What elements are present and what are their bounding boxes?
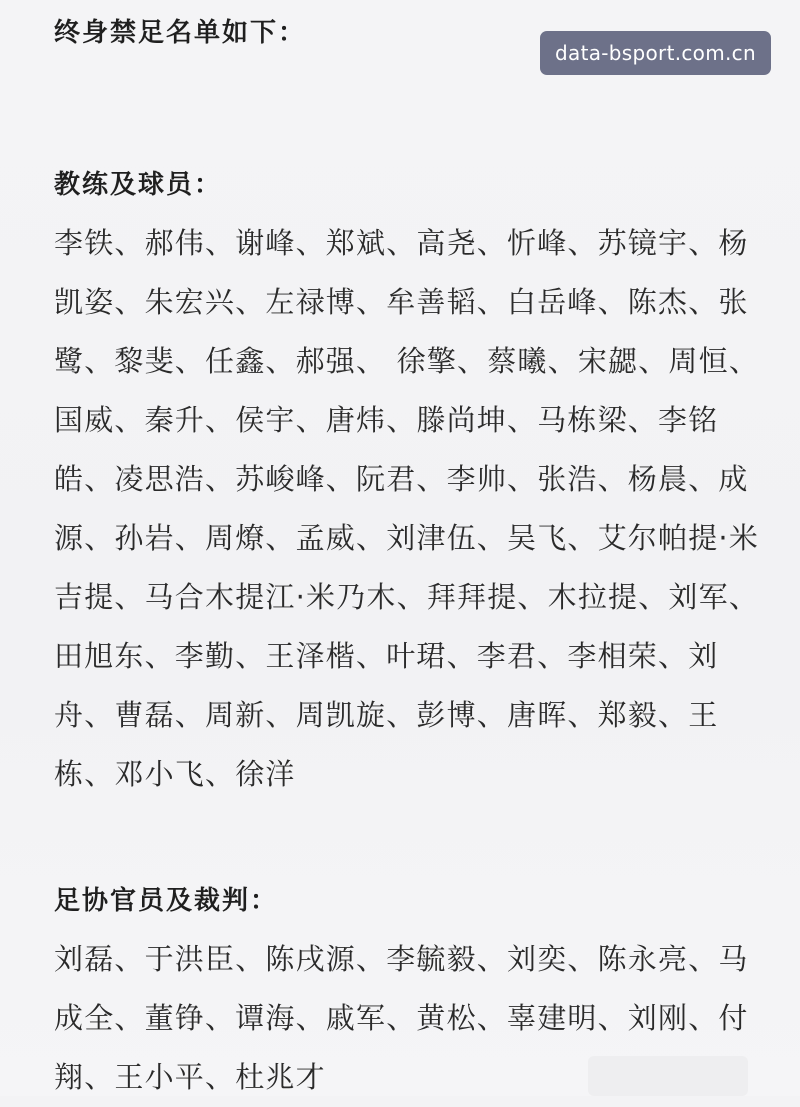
watermark-badge: data-bsport.com.cn	[540, 31, 771, 75]
name-line: 鹭、黎斐、任鑫、郝强、 徐擎、蔡曦、宋勰、周恒、	[54, 344, 760, 378]
faded-corner-mark	[588, 1056, 748, 1096]
name-line: 舟、曹磊、周新、周凯旋、彭博、唐晖、郑毅、王	[54, 698, 719, 732]
players-name-list	[54, 214, 774, 804]
name-line: 皓、凌思浩、苏峻峰、阮君、李帅、张浩、杨晨、成	[54, 462, 749, 496]
page-title: 终身禁足名单如下：	[54, 18, 307, 48]
name-line: 国威、秦升、侯宇、唐炜、滕尚坤、马栋梁、李铭	[54, 403, 719, 437]
name-line: 李铁、郝伟、谢峰、郑斌、高尧、忻峰、苏镜宇、杨	[54, 226, 749, 260]
name-line: 栋、邓小飞、徐洋	[54, 757, 296, 791]
name-line: 翔、王小平、杜兆才	[54, 1060, 326, 1094]
name-line: 凯姿、朱宏兴、左禄博、牟善韬、白岳峰、陈杰、张	[54, 285, 749, 319]
name-line: 源、孙岩、周燎、孟威、刘津伍、吴飞、艾尔帕提·米	[54, 521, 760, 555]
section-heading-officials: 足协官员及裁判：	[54, 886, 279, 916]
name-line: 田旭东、李勤、王泽楷、叶珺、李君、李相荣、刘	[54, 639, 719, 673]
name-line: 成全、董铮、谭海、戚军、黄松、辜建明、刘刚、付	[54, 1001, 749, 1035]
name-line: 吉提、马合木提江·米乃木、拜拜提、木拉提、刘军、	[54, 580, 760, 614]
name-line: 刘磊、于洪臣、陈戌源、李毓毅、刘奕、陈永亮、马	[54, 942, 749, 976]
section-heading-players: 教练及球员：	[54, 170, 223, 200]
